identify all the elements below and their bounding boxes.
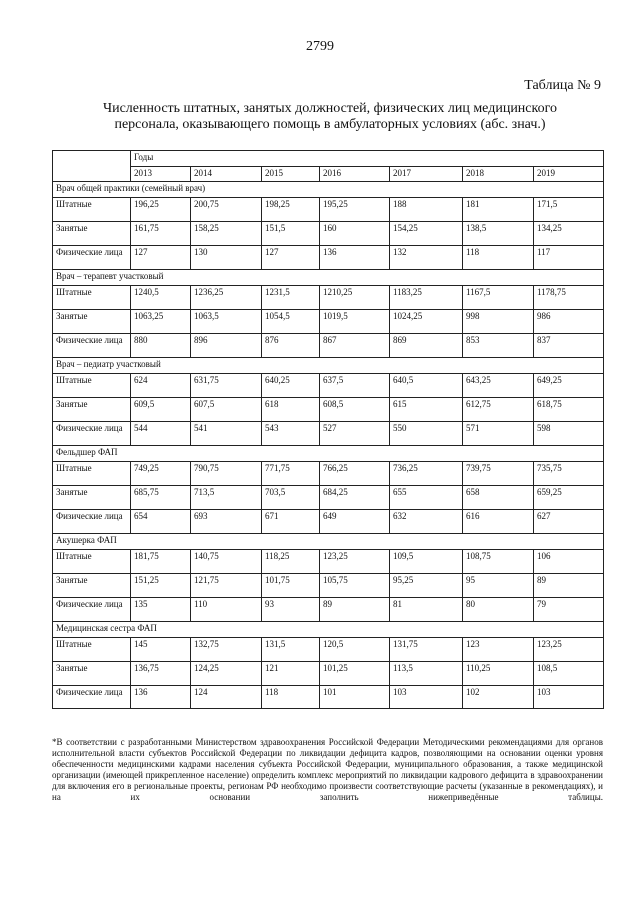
value-cell: 684,25 — [320, 486, 390, 510]
value-cell: 151,25 — [131, 574, 191, 598]
value-cell: 196,25 — [131, 198, 191, 222]
value-cell: 649,25 — [534, 374, 604, 398]
table-row — [53, 198, 604, 222]
value-cell: 713,5 — [191, 486, 262, 510]
row-label: Физические лица — [53, 510, 131, 534]
row-label: Штатные — [53, 198, 131, 222]
value-cell: 607,5 — [191, 398, 262, 422]
value-cell: 109,5 — [390, 550, 463, 574]
row-label: Занятые — [53, 398, 131, 422]
row-label: Штатные — [53, 638, 131, 662]
value-cell: 200,75 — [191, 198, 262, 222]
value-cell: 608,5 — [320, 398, 390, 422]
value-cell: 1236,25 — [191, 286, 262, 310]
value-cell: 132,75 — [191, 638, 262, 662]
value-cell: 693 — [191, 510, 262, 534]
row-label: Физические лица — [53, 422, 131, 446]
value-cell: 654 — [131, 510, 191, 534]
value-cell: 615 — [390, 398, 463, 422]
value-cell: 612,75 — [463, 398, 534, 422]
year-cell: 2018 — [463, 167, 534, 182]
value-cell: 127 — [131, 246, 191, 270]
value-cell: 154,25 — [390, 222, 463, 246]
value-cell: 1240,5 — [131, 286, 191, 310]
value-cell: 643,25 — [463, 374, 534, 398]
table-row — [53, 574, 604, 598]
value-cell: 853 — [463, 334, 534, 358]
value-cell: 101,75 — [262, 574, 320, 598]
table-row — [53, 638, 604, 662]
value-cell: 766,25 — [320, 462, 390, 486]
table-row — [53, 662, 604, 686]
value-cell: 867 — [320, 334, 390, 358]
value-cell: 649 — [320, 510, 390, 534]
table-title: Численность штатных, занятых должностей, физических лиц медицинского персонала, оказывающего помощь в амбулаторных условиях (абс. знач.) — [102, 101, 557, 132]
value-cell: 103 — [534, 686, 604, 709]
group-name: Врач общей практики (семейный врач) — [53, 182, 604, 198]
value-cell: 161,75 — [131, 222, 191, 246]
value-cell: 118 — [262, 686, 320, 709]
value-cell: 876 — [262, 334, 320, 358]
table-row — [53, 286, 604, 310]
value-cell: 181,75 — [131, 550, 191, 574]
value-cell: 103 — [390, 686, 463, 709]
table-row — [53, 334, 604, 358]
value-cell: 736,25 — [390, 462, 463, 486]
value-cell: 124,25 — [191, 662, 262, 686]
footnote: *В соответствии с разработанными Министерством здравоохранения Российской Федерации Методическими рекомендациями для органов исполнительной власти субъектов Российской Федерации по ликвидации дефицита кадров, позволяющими на основании оценки уровня обеспеченности медицинскими кадрами населения субъекта Российской Федерации, муниципального образования, а также медицинской организации (имеющей прикрепленное население) определить комплекс мероприятий по ликвидации кадрового дефицита в здравоохранении для включения его в региональные проекты, регионам РФ необходимо произвести соответствующие расчеты (указанные в рекомендациях), и на их основании заполнить нижеприведённые таблицы. — [52, 737, 603, 802]
value-cell: 986 — [534, 310, 604, 334]
row-label: Физические лица — [53, 686, 131, 709]
value-cell: 1231,5 — [262, 286, 320, 310]
table-row — [53, 686, 604, 709]
row-label: Занятые — [53, 222, 131, 246]
row-label: Занятые — [53, 486, 131, 510]
value-cell: 101,25 — [320, 662, 390, 686]
table-row — [53, 510, 604, 534]
group-name: Медицинская сестра ФАП — [53, 622, 604, 638]
value-cell: 655 — [390, 486, 463, 510]
group-row — [53, 270, 604, 286]
value-cell: 195,25 — [320, 198, 390, 222]
table-row — [53, 398, 604, 422]
value-cell: 160 — [320, 222, 390, 246]
year-cell: 2017 — [390, 167, 463, 182]
value-cell: 131,75 — [390, 638, 463, 662]
value-cell: 749,25 — [131, 462, 191, 486]
value-cell: 113,5 — [390, 662, 463, 686]
table-row — [53, 310, 604, 334]
value-cell: 95,25 — [390, 574, 463, 598]
value-cell: 618,75 — [534, 398, 604, 422]
value-cell: 108,5 — [534, 662, 604, 686]
value-cell: 136 — [131, 686, 191, 709]
page-number: 2799 — [306, 39, 334, 54]
value-cell: 1210,25 — [320, 286, 390, 310]
staffing-table — [52, 150, 604, 709]
value-cell: 1063,5 — [191, 310, 262, 334]
value-cell: 790,75 — [191, 462, 262, 486]
value-cell: 80 — [463, 598, 534, 622]
value-cell: 105,75 — [320, 574, 390, 598]
value-cell: 640,25 — [262, 374, 320, 398]
row-label: Физические лица — [53, 334, 131, 358]
value-cell: 117 — [534, 246, 604, 270]
value-cell: 136 — [320, 246, 390, 270]
year-cell: 2014 — [191, 167, 262, 182]
value-cell: 118,25 — [262, 550, 320, 574]
value-cell: 1063,25 — [131, 310, 191, 334]
value-cell: 110,25 — [463, 662, 534, 686]
value-cell: 138,5 — [463, 222, 534, 246]
value-cell: 609,5 — [131, 398, 191, 422]
years-row — [53, 167, 604, 182]
row-label: Штатные — [53, 550, 131, 574]
value-cell: 1167,5 — [463, 286, 534, 310]
value-cell: 123,25 — [534, 638, 604, 662]
year-cell: 2013 — [131, 167, 191, 182]
value-cell: 659,25 — [534, 486, 604, 510]
value-cell: 998 — [463, 310, 534, 334]
value-cell: 896 — [191, 334, 262, 358]
value-cell: 771,75 — [262, 462, 320, 486]
table-body — [53, 151, 604, 709]
value-cell: 101 — [320, 686, 390, 709]
value-cell: 181 — [463, 198, 534, 222]
group-row — [53, 358, 604, 374]
value-cell: 627 — [534, 510, 604, 534]
value-cell: 89 — [320, 598, 390, 622]
row-label: Физические лица — [53, 246, 131, 270]
value-cell: 1183,25 — [390, 286, 463, 310]
value-cell: 624 — [131, 374, 191, 398]
value-cell: 132 — [390, 246, 463, 270]
value-cell: 79 — [534, 598, 604, 622]
value-cell: 145 — [131, 638, 191, 662]
value-cell: 110 — [191, 598, 262, 622]
value-cell: 637,5 — [320, 374, 390, 398]
row-label: Штатные — [53, 286, 131, 310]
value-cell: 102 — [463, 686, 534, 709]
year-cell: 2015 — [262, 167, 320, 182]
value-cell: 188 — [390, 198, 463, 222]
group-name: Врач – терапевт участковый — [53, 270, 604, 286]
value-cell: 121,75 — [191, 574, 262, 598]
value-cell: 121 — [262, 662, 320, 686]
row-label: Штатные — [53, 374, 131, 398]
value-cell: 123 — [463, 638, 534, 662]
table-label: Таблица № 9 — [524, 78, 601, 93]
value-cell: 1024,25 — [390, 310, 463, 334]
row-label: Физические лица — [53, 598, 131, 622]
table-row — [53, 462, 604, 486]
group-row — [53, 534, 604, 550]
value-cell: 118 — [463, 246, 534, 270]
group-row — [53, 622, 604, 638]
value-cell: 158,25 — [191, 222, 262, 246]
year-cell: 2016 — [320, 167, 390, 182]
value-cell: 527 — [320, 422, 390, 446]
row-label: Занятые — [53, 574, 131, 598]
table-row — [53, 550, 604, 574]
value-cell: 658 — [463, 486, 534, 510]
group-name: Фельдшер ФАП — [53, 446, 604, 462]
value-cell: 631,75 — [191, 374, 262, 398]
value-cell: 131,5 — [262, 638, 320, 662]
value-cell: 120,5 — [320, 638, 390, 662]
value-cell: 130 — [191, 246, 262, 270]
value-cell: 869 — [390, 334, 463, 358]
group-row — [53, 446, 604, 462]
value-cell: 124 — [191, 686, 262, 709]
value-cell: 571 — [463, 422, 534, 446]
value-cell: 81 — [390, 598, 463, 622]
row-label: Штатные — [53, 462, 131, 486]
value-cell: 685,75 — [131, 486, 191, 510]
value-cell: 136,75 — [131, 662, 191, 686]
value-cell: 140,75 — [191, 550, 262, 574]
value-cell: 837 — [534, 334, 604, 358]
value-cell: 127 — [262, 246, 320, 270]
value-cell: 598 — [534, 422, 604, 446]
group-row — [53, 182, 604, 198]
value-cell: 198,25 — [262, 198, 320, 222]
value-cell: 671 — [262, 510, 320, 534]
row-label: Занятые — [53, 662, 131, 686]
value-cell: 89 — [534, 574, 604, 598]
value-cell: 135 — [131, 598, 191, 622]
value-cell: 544 — [131, 422, 191, 446]
year-cell: 2019 — [534, 167, 604, 182]
value-cell: 171,5 — [534, 198, 604, 222]
value-cell: 151,5 — [262, 222, 320, 246]
header-row — [53, 151, 604, 167]
table-row — [53, 598, 604, 622]
table-row — [53, 486, 604, 510]
group-name: Врач – педиатр участковый — [53, 358, 604, 374]
value-cell: 618 — [262, 398, 320, 422]
value-cell: 93 — [262, 598, 320, 622]
table-row — [53, 374, 604, 398]
group-name: Акушерка ФАП — [53, 534, 604, 550]
value-cell: 134,25 — [534, 222, 604, 246]
value-cell: 1054,5 — [262, 310, 320, 334]
value-cell: 550 — [390, 422, 463, 446]
value-cell: 616 — [463, 510, 534, 534]
row-label: Занятые — [53, 310, 131, 334]
value-cell: 1178,75 — [534, 286, 604, 310]
value-cell: 703,5 — [262, 486, 320, 510]
value-cell: 543 — [262, 422, 320, 446]
value-cell: 880 — [131, 334, 191, 358]
value-cell: 95 — [463, 574, 534, 598]
value-cell: 739,75 — [463, 462, 534, 486]
value-cell: 1019,5 — [320, 310, 390, 334]
table-row — [53, 246, 604, 270]
value-cell: 541 — [191, 422, 262, 446]
value-cell: 123,25 — [320, 550, 390, 574]
value-cell: 735,75 — [534, 462, 604, 486]
corner-cell — [53, 151, 131, 182]
table-row — [53, 222, 604, 246]
value-cell: 640,5 — [390, 374, 463, 398]
years-label: Годы — [131, 151, 604, 167]
table-row — [53, 422, 604, 446]
value-cell: 108,75 — [463, 550, 534, 574]
value-cell: 632 — [390, 510, 463, 534]
value-cell: 106 — [534, 550, 604, 574]
